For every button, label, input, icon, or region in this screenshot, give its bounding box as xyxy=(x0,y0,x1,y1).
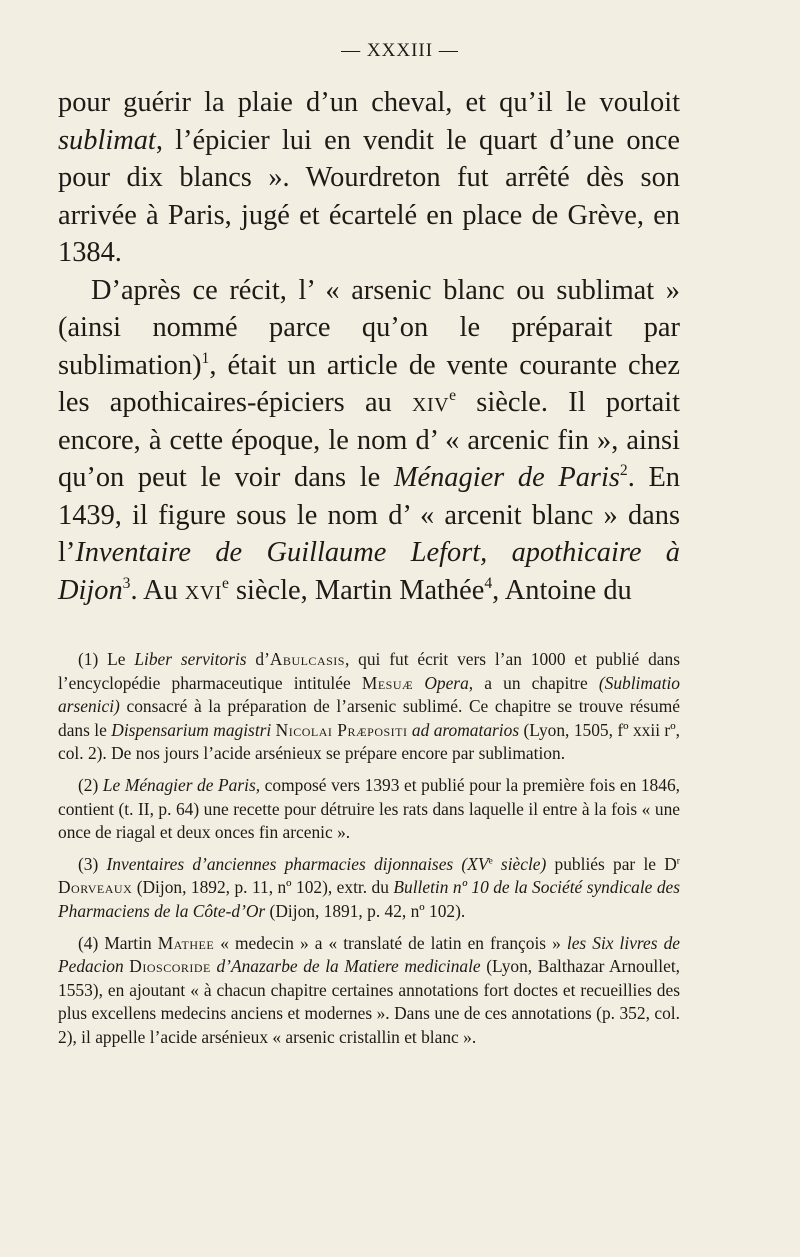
main-text xyxy=(58,84,680,609)
text-run: siècle. Il portait encore, à cette époque, le nom d’ « arcenic fin », ainsi qu’on peut le voir dans le xyxy=(58,387,680,493)
text-run: , était un article de vente courante chez les apothicaires-épiciers au xyxy=(58,349,680,418)
footnote xyxy=(58,853,680,924)
text-run: Dorveaux xyxy=(58,877,133,898)
text-run: Liber servitoris xyxy=(134,649,247,669)
superscript: 2 xyxy=(619,462,628,480)
text-run: , l’épicier lui en vendit le quart d’une once pour dix blancs ». Wourdreton fut arrêté dès son arrivée à Paris, jugé et écartelé en place de Grève, en 1384. xyxy=(58,124,680,268)
text-run: Mesuæ xyxy=(361,672,414,693)
superscript: e xyxy=(221,574,229,592)
superscript: 4 xyxy=(484,574,493,592)
text-run: (1) Le xyxy=(78,649,135,669)
footnote xyxy=(58,932,680,1050)
text-run: Dioscoride xyxy=(129,956,211,977)
text-run: publiés par le D xyxy=(546,853,677,874)
footnotes xyxy=(58,648,680,1058)
text-run: Mathee xyxy=(157,932,215,953)
text-run: d’Anazarbe de la Matiere medicinale xyxy=(216,956,481,977)
text-run: D’après ce récit, l’ « arsenic blanc ou sublimat » (ainsi nommé parce qu’on le préparait par sublimation) xyxy=(58,274,680,381)
text-run: (Sublimatio arsenici) xyxy=(58,672,680,717)
text-run: xvi xyxy=(184,574,222,606)
text-run: (3) xyxy=(78,853,107,874)
text-run: siècle) xyxy=(492,853,547,874)
text-run: xiv xyxy=(412,387,450,418)
text-run: « medecin » a « translaté de latin en françois » xyxy=(214,932,567,953)
footnote xyxy=(58,774,680,845)
text-run: (Dijon, 1892, p. 11, nº 102), extr. du xyxy=(132,877,394,898)
paragraph xyxy=(58,272,680,610)
text-run: Dispensarium magistri xyxy=(111,719,272,740)
text-run: (2) xyxy=(78,774,103,795)
text-run: . En 1439, il figure sous le nom d’ « arcenit blanc » dans l’ xyxy=(58,462,681,568)
text-run: Ménagier de Paris xyxy=(393,462,620,493)
superscript: 3 xyxy=(122,574,131,592)
text-run: Opera xyxy=(424,672,469,693)
text-run: pour guérir la plaie d’un cheval, et qu’il le vouloit xyxy=(58,87,680,118)
text-run: Abulcasis xyxy=(269,649,345,669)
footnote xyxy=(58,648,680,766)
text-run: d’ xyxy=(246,649,270,669)
text-run: Bulletin nº 10 de la Société syndicale des Pharmaciens de la Côte-d’Or xyxy=(58,877,680,921)
text-run: les Six livres de Pedacion xyxy=(58,932,680,977)
text-run: , a un chapitre xyxy=(468,672,599,693)
text-run: (Dijon, 1891, p. 42, nº 102). xyxy=(265,900,466,921)
superscript: e xyxy=(449,387,457,405)
text-run: Inventaires d’anciennes pharmacies dijonnaises (XV xyxy=(106,853,489,874)
superscript: r xyxy=(676,855,680,867)
text-run: . Au xyxy=(130,574,185,606)
text-run: sublimat xyxy=(58,124,156,156)
text-run: , Antoine du xyxy=(492,574,632,606)
text-run: , qui fut écrit vers l’an 1000 et publié dans l’encyclopédie pharmaceutique intitulée xyxy=(58,649,680,693)
superscript: e xyxy=(488,855,493,867)
text-run: composé vers 1393 et publié pour la première fois en 1846, contient (t. II, p. 64) une recette pour détruire les rats dans laquelle il entre à la fois « une once de riagal et deux onces fin arcenic ». xyxy=(58,774,680,843)
text-run: ad aromatarios xyxy=(411,719,520,740)
superscript: 1 xyxy=(201,349,210,367)
text-run: (Lyon, 1505, fº xxii rº, col. 2). De nos jours l’acide arsénieux se prépare encore par sublimation. xyxy=(58,719,680,764)
text-run: siècle, Martin Mathée xyxy=(228,574,485,606)
text-run: Le Ménagier de Paris, xyxy=(102,774,261,795)
text-run: Nicolai Præpositi xyxy=(275,719,408,740)
text-run: (4) Martin xyxy=(78,932,158,953)
text-run xyxy=(413,673,424,693)
text-run: Inventaire de Guillaume Lefort, apothicaire à Dijon xyxy=(58,537,680,606)
paragraph xyxy=(58,84,680,272)
page-header: — XXXIII — xyxy=(341,40,459,61)
text-run: (Lyon, Balthazar Arnoullet, 1553), en ajoutant « à chacun chapitre certaines annotations fort doctes et recueillies des plus excellens medecins anciens et modernes ». Dans une de ces annotations (p. 352, col. 2), il appelle l’acide arsénieux « arsenic cristallin et blanc ». xyxy=(58,956,680,1047)
text-run: consacré à la préparation de l’arsenic sublimé. Ce chapitre se trouve résumé dans le xyxy=(58,696,680,740)
